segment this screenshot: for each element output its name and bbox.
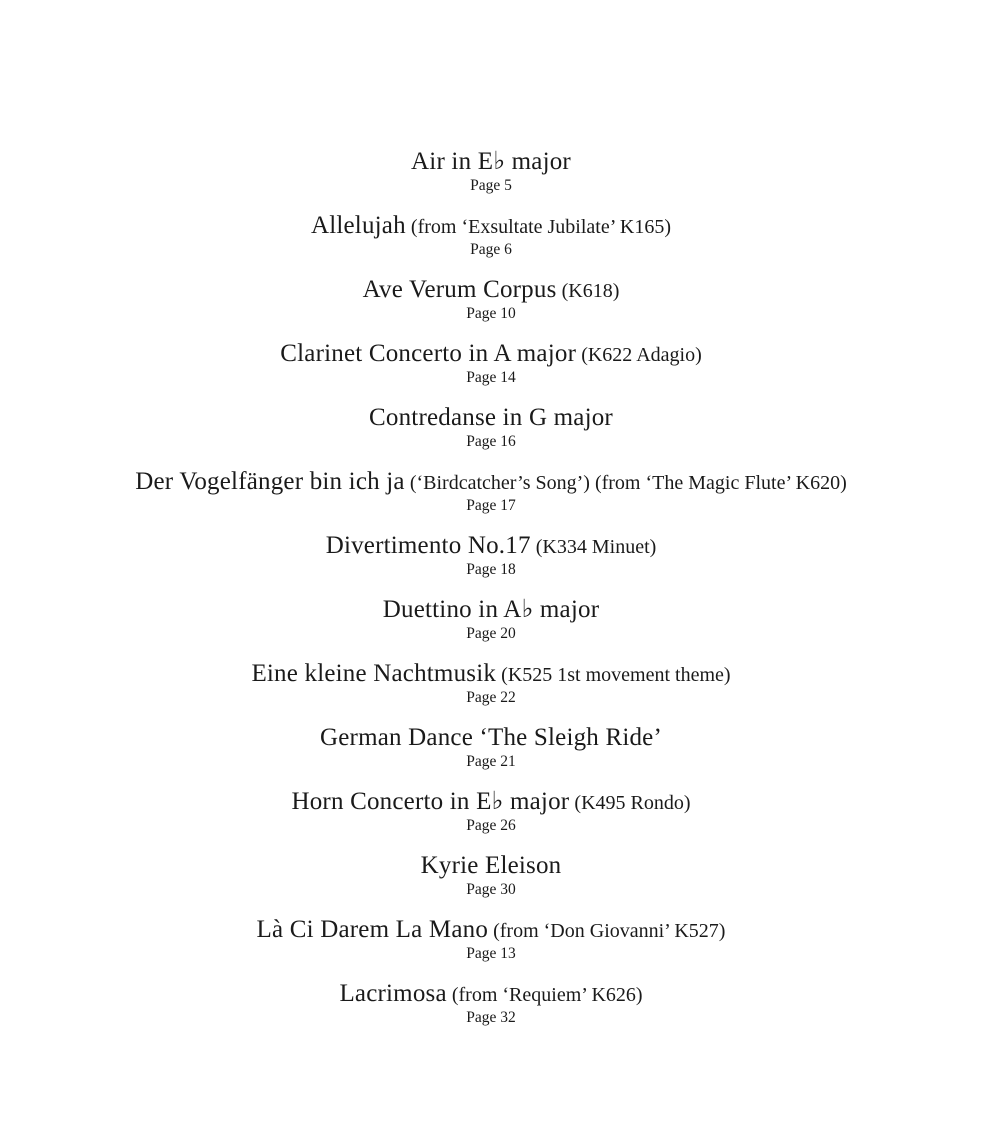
- entry-page: Page 22: [466, 689, 516, 706]
- entry-heading: [135, 467, 846, 497]
- list-item: [421, 851, 562, 899]
- list-item: [311, 211, 671, 259]
- entry-title: Duettino in A♭ major: [382, 596, 600, 623]
- entry-heading: [339, 979, 642, 1009]
- entry-page: Page 13: [466, 945, 516, 962]
- list-item: [326, 531, 657, 579]
- entry-heading: [291, 787, 690, 817]
- entry-heading: [369, 403, 613, 433]
- entry-title: Allelujah: [310, 212, 406, 239]
- list-item: [291, 787, 690, 835]
- entry-page: Page 26: [466, 817, 516, 834]
- entry-heading: [311, 211, 671, 241]
- entry-title: Kyrie Eleison: [420, 852, 562, 879]
- list-item: [320, 723, 662, 771]
- list-item: [251, 659, 730, 707]
- entry-heading: [383, 595, 599, 625]
- entry-title: German Dance ‘The Sleigh Ride’: [320, 724, 662, 751]
- entry-page: Page 17: [466, 497, 516, 514]
- entry-subtitle: (K495 Rondo): [574, 792, 691, 814]
- list-item: [363, 275, 620, 323]
- entry-subtitle: (K618): [561, 280, 620, 302]
- entry-subtitle: (from ‘Exsultate Jubilate’ K165): [410, 216, 672, 238]
- entry-subtitle: (K622 Adagio): [581, 344, 702, 366]
- entry-heading: [363, 275, 620, 305]
- entry-title: Divertimento No.17: [325, 532, 531, 559]
- entry-title: Air in E♭ major: [411, 148, 571, 175]
- entry-subtitle: (from ‘Don Giovanni’ K527): [493, 920, 726, 942]
- list-item: [339, 979, 642, 1027]
- entry-title: Der Vogelfänger bin ich ja: [135, 468, 405, 495]
- entry-subtitle: (K525 1st movement theme): [501, 664, 731, 686]
- entry-title: Contredanse in G major: [369, 404, 613, 431]
- entry-page: Page 6: [470, 241, 512, 258]
- list-item: [383, 595, 599, 643]
- list-item: [280, 339, 701, 387]
- entry-title: Clarinet Concerto in A major: [280, 340, 577, 367]
- entry-heading: [326, 531, 657, 561]
- entry-page: Page 14: [466, 369, 516, 386]
- entry-page: Page 21: [466, 753, 516, 770]
- entry-page: Page 20: [466, 625, 516, 642]
- entry-subtitle: (K334 Minuet): [535, 536, 657, 558]
- entry-subtitle: (‘Birdcatcher’s Song’) (from ‘The Magic Flute’ K620): [409, 472, 847, 494]
- entry-page: Page 32: [466, 1009, 516, 1026]
- entry-title: Horn Concerto in E♭ major: [291, 788, 570, 815]
- list-item: [369, 403, 613, 451]
- entry-title: Ave Verum Corpus: [362, 276, 557, 303]
- entry-page: Page 30: [466, 881, 516, 898]
- entry-heading: [280, 339, 701, 369]
- entry-heading: [411, 147, 571, 177]
- entry-title: Lacrimosa: [339, 980, 447, 1007]
- entry-title: Eine kleine Nachtmusik: [251, 660, 497, 687]
- entry-title: Là Ci Darem La Mano: [256, 916, 489, 943]
- entry-subtitle: (from ‘Requiem’ K626): [451, 984, 643, 1006]
- list-item: [257, 915, 726, 963]
- entry-page: Page 5: [470, 177, 512, 194]
- list-item: [135, 467, 846, 515]
- entry-page: Page 18: [466, 561, 516, 578]
- contents-list: [0, 147, 982, 1043]
- entry-page: Page 16: [466, 433, 516, 450]
- entry-heading: [421, 851, 562, 881]
- list-item: [411, 147, 571, 195]
- entry-heading: [257, 915, 726, 945]
- entry-page: Page 10: [466, 305, 516, 322]
- entry-heading: [320, 723, 662, 753]
- entry-heading: [251, 659, 730, 689]
